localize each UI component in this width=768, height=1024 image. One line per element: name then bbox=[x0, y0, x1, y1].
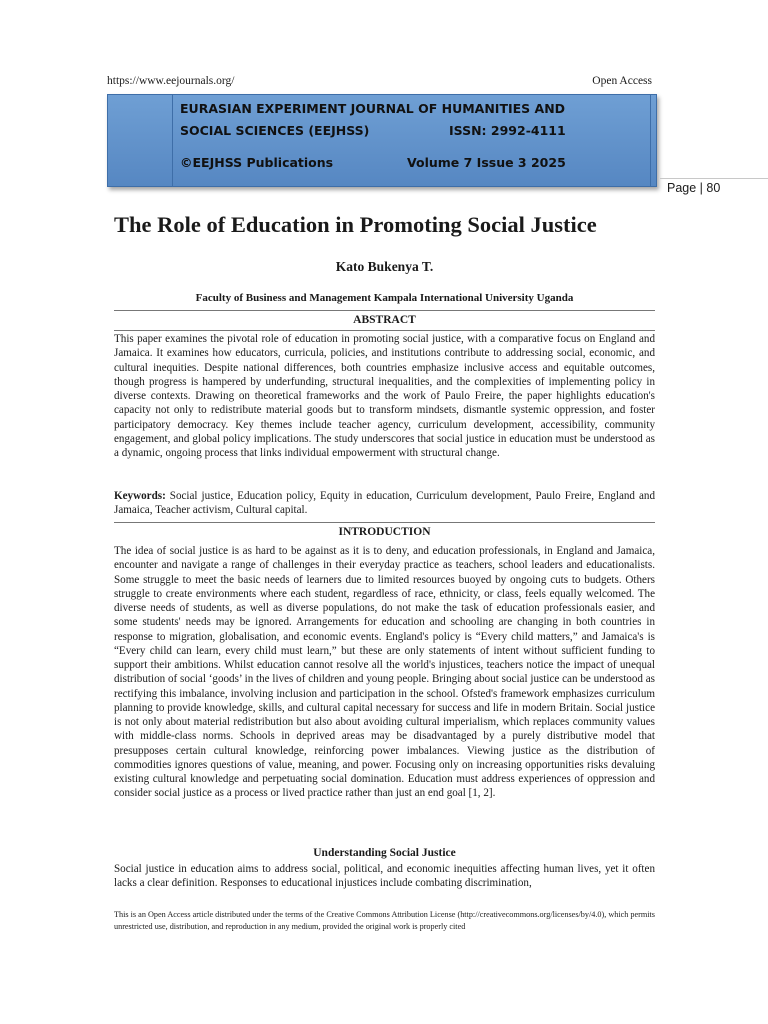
keywords-paragraph bbox=[114, 489, 655, 518]
abstract-heading: ABSTRACT bbox=[353, 314, 416, 326]
introduction-text: The idea of social justice is as hard to be against as it is to deny, and education professionals, in England and Jamaica, encounter and navigate a range of challenges in their everyday practice as teachers, school leaders and educationalists. Some struggle to meet the basic needs of learners due to limited resources buoyed by ongoing cuts to budgets. Others struggle to create environments where each student, regardless of race, ethnicity, or class, feels equally welcomed. The diverse needs of students, as well as diverse populations, do not make the task of education professionals easier, and some students' needs may be ignored. Arrangements for education and schooling are changing in both countries in response to migration, globalisation, and economic events. England's policy is “Every child matters,” and Jamaica's is “Every child can learn, every child must learn,” but these are only statements of intent without sufficient funding to support their ambitions. Whilst education cannot resolve all the world's injustices, teachers notice the impact of unequal distribution of social ‘goods’ in the lives of children and young people. Bringing about social justice can be understood as rectifying this imbalance, involving inclusion and participation in the school. Ofsted's framework emphasizes curriculum planning to provide knowledge, skills, and cultural capital necessary for success and life in modern Britain. Social justice is not only about material redistribution but also about avoiding cultural imperialism, which replaces community values with middle-class norms. Schools in deprived areas may be disadvantaged by a purely distributive model that presupposes certain cultural knowledge, reinforcing power imbalances. Viewing justice as the distribution of commodities ignores questions of value, meaning, and power. Focusing only on increasing opportunities risks devaluing existing cultural knowledge and perpetuating social domination. Education must address experiences of oppression and consider social justice as a process or lived practice rather than just an end goal [1, 2]. bbox=[114, 545, 655, 800]
divider bbox=[114, 310, 655, 311]
page-number: Page | 80 bbox=[667, 181, 721, 195]
keywords-list: Social justice, Education policy, Equity in education, Curriculum development, Paulo Freire, England and Jamaica, Teacher activism, Cultural capital. bbox=[114, 490, 655, 517]
understanding-heading: Understanding Social Justice bbox=[313, 847, 456, 859]
author-affiliation: Faculty of Business and Management Kampala International University Uganda bbox=[195, 292, 574, 304]
understanding-text: Social justice in education aims to address social, political, and economic inequities affecting human lives, yet it often lacks a clear definition. Responses to educational injustices include combating discrimination, bbox=[114, 863, 655, 890]
page-number-rule bbox=[660, 178, 768, 179]
banner-right-panel bbox=[650, 95, 656, 186]
keywords-label: Keywords: bbox=[114, 490, 166, 502]
journal-banner bbox=[107, 94, 657, 187]
issn-label: ISSN: 2992-4111 bbox=[449, 123, 566, 138]
journal-name-line1: EURASIAN EXPERIMENT JOURNAL OF HUMANITIES AND bbox=[180, 101, 566, 116]
divider bbox=[114, 522, 655, 523]
license-footer: This is an Open Access article distributed under the terms of the Creative Commons Attribution License (http://creativecommons.org/licenses/by/4.0), which permits unrestricted use, distribution, and reproduction in any medium, provided the original work is properly cited bbox=[114, 910, 655, 931]
abstract-text: This paper examines the pivotal role of education in promoting social justice, with a comparative focus on England and Jamaica. It examines how educators, curricula, policies, and institutions contribute to addressing social, economic, and cultural inequities. Despite national differences, both countries emphasize inclusive access and equitable outcomes, though progress is hampered by underfunding, structural inequalities, and the complexities of implementing policy in diverse contexts. Drawing on theoretical frameworks and the work of Paulo Freire, the paper highlights education's capacity not only to redistribute material goods but to transform mindsets, dismantle systemic oppression, and foster participatory democracy. Key themes include teacher agency, curriculum development, accessibility, community engagement, and global policy implications. The study underscores that social justice in education must be understood as a dynamic, ongoing process that links individual empowerment with structural change. bbox=[114, 333, 655, 459]
open-access-label: Open Access bbox=[592, 75, 652, 87]
publisher-label: ©EEJHSS Publications bbox=[180, 155, 334, 170]
article-title: The Role of Education in Promoting Social Justice bbox=[114, 212, 597, 237]
journal-url[interactable]: https://www.eejournals.org/ bbox=[107, 75, 235, 87]
divider bbox=[114, 330, 655, 331]
journal-name-line2: SOCIAL SCIENCES (EEJHSS) bbox=[180, 123, 370, 138]
article-author: Kato Bukenya T. bbox=[335, 259, 434, 274]
volume-issue-label: Volume 7 Issue 3 2025 bbox=[407, 155, 566, 170]
introduction-heading: INTRODUCTION bbox=[338, 526, 431, 538]
banner-left-panel bbox=[108, 95, 173, 186]
